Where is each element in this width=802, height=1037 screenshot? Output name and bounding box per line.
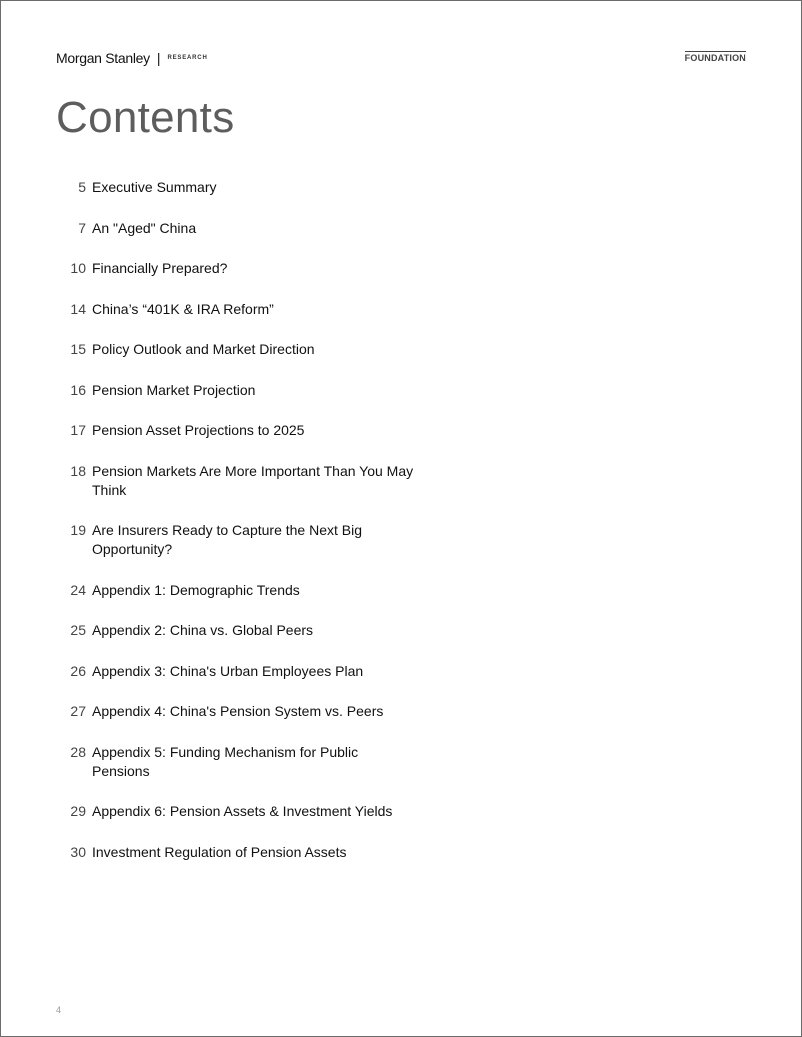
toc-page-number: 15	[70, 341, 86, 357]
toc-entry[interactable]	[56, 462, 416, 500]
toc-entry-title: Pension Markets Are More Important Than You May Think	[92, 462, 414, 498]
toc-page-number: 27	[70, 703, 86, 719]
toc-entry[interactable]	[56, 421, 416, 440]
brand-separator: |	[156, 50, 161, 66]
toc-page-number: 30	[70, 843, 86, 860]
research-label: RESEARCH	[167, 55, 208, 61]
toc-entry[interactable]	[56, 521, 416, 559]
toc-page-number: 16	[70, 381, 86, 398]
toc-entry[interactable]	[56, 621, 416, 640]
toc-entry-title: Appendix 4: China's Pension System vs. Peers	[92, 703, 384, 719]
toc-page-number: 25	[70, 622, 86, 638]
toc-entry-title: Are Insurers Ready to Capture the Next Big Opportunity?	[92, 522, 363, 557]
page-number: 4	[56, 1005, 62, 1015]
toc-entry-title: China’s “401K & IRA Reform”	[92, 300, 274, 317]
toc-entry-title: Investment Regulation of Pension Assets	[92, 843, 347, 860]
toc-entry-title: Policy Outlook and Market Direction	[92, 341, 315, 357]
toc-entry[interactable]	[56, 743, 416, 781]
toc-entry-title: Appendix 2: China vs. Global Peers	[92, 622, 314, 638]
toc-entry[interactable]	[56, 300, 416, 319]
toc-page-number: 14	[70, 300, 86, 317]
toc-page-number: 29	[70, 803, 86, 819]
toc-entry[interactable]	[56, 219, 416, 238]
toc-page-number: 24	[70, 581, 86, 598]
toc-page-number: 7	[78, 219, 86, 236]
toc-page-number: 10	[70, 260, 86, 276]
toc-entry[interactable]	[56, 259, 416, 278]
toc-page-number: 18	[70, 462, 86, 479]
toc-entry-title: Appendix 5: Funding Mechanism for Public Pensions	[92, 743, 359, 779]
toc-entry-title: Appendix 6: Pension Assets & Investment Yields	[92, 803, 393, 819]
toc-entry[interactable]	[56, 662, 416, 681]
toc-entry[interactable]	[56, 178, 416, 197]
toc-entry[interactable]	[56, 843, 416, 862]
toc-entry-title: Financially Prepared?	[92, 260, 228, 276]
toc-entry-title: Executive Summary	[92, 179, 217, 195]
toc-entry[interactable]	[56, 702, 416, 721]
page-title: Contents	[56, 93, 235, 142]
header-brand	[56, 50, 208, 66]
toc-entry-title: Pension Market Projection	[92, 381, 256, 398]
brand-logo-text: Morgan Stanley	[56, 50, 150, 66]
toc-entry-title: Pension Asset Projections to 2025	[92, 422, 305, 438]
toc-entry-title: Appendix 3: China's Urban Employees Plan	[92, 662, 364, 679]
toc-entry-title: An "Aged" China	[92, 219, 197, 236]
toc-entry[interactable]	[56, 340, 416, 359]
foundation-label: FOUNDATION	[684, 53, 746, 63]
toc-page-number: 26	[70, 662, 86, 679]
toc-entry[interactable]	[56, 581, 416, 600]
toc-entry[interactable]	[56, 802, 416, 821]
toc-page-number: 5	[78, 179, 86, 195]
table-of-contents	[56, 178, 416, 883]
toc-page-number: 19	[70, 522, 86, 538]
toc-page-number: 17	[70, 422, 86, 438]
toc-entry-title: Appendix 1: Demographic Trends	[92, 581, 300, 598]
toc-entry[interactable]	[56, 381, 416, 400]
toc-page-number: 28	[70, 743, 86, 760]
